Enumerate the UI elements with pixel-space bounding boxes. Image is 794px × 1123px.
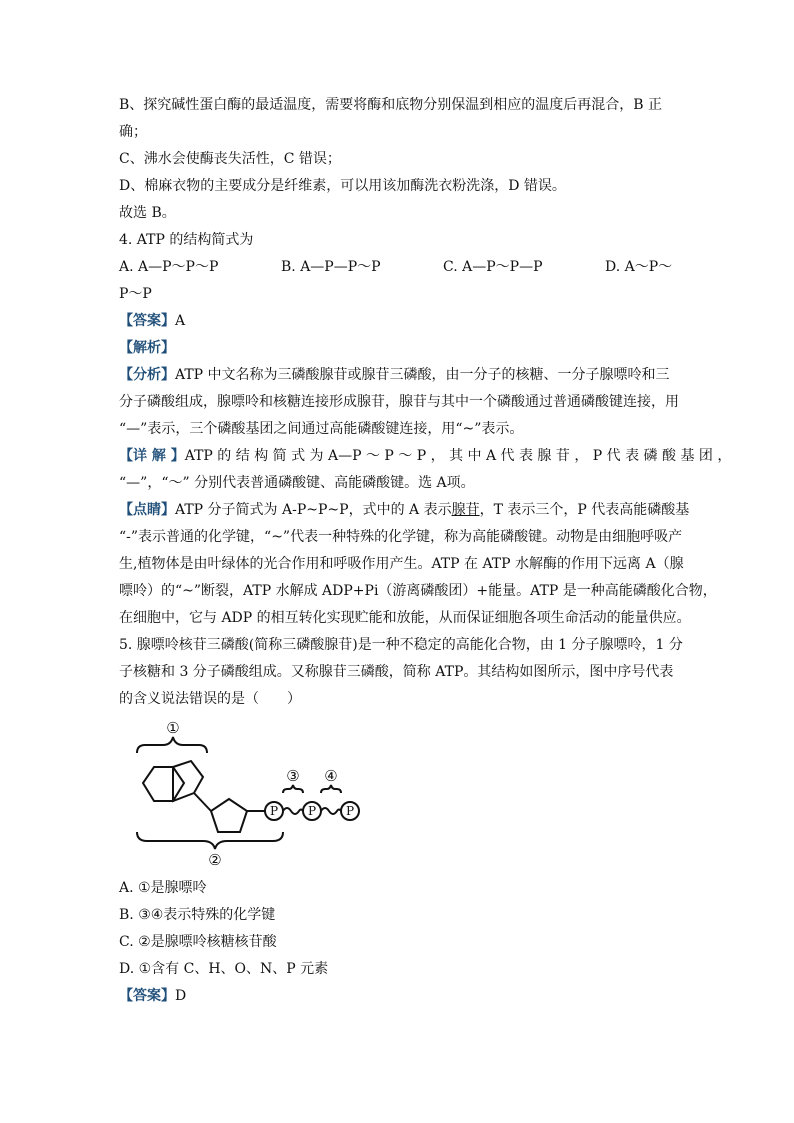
q4-dianjing-line4: 嘌呤）的“~”断裂，ATP 水解成 ADP+Pi（游离磷酸团）+能量。ATP 是一种高能磷酸化合物， [119,583,717,599]
q4-dianjing-line5: 在细胞中，它与 ADP 的相互转化实现贮能和放能，从而保证细胞各项生命活动的能量供应。 [119,610,691,626]
document-page [119,92,732,1010]
q3-option-d: D、棉麻衣物的主要成分是纤维素，可以用该加酶洗衣粉洗涤，D 错误。 [119,178,566,194]
analysis-label: 【解析】 [119,340,175,356]
dianjing-underlined-term: 腺苷 [451,502,480,518]
q5-option-a: A. ①是腺嘌呤 [119,880,207,896]
q4-fenxi-line1 [119,362,684,389]
q5-stem-line3: 的含义说法错误的是（ ） [119,691,301,707]
q4-fenxi-line3: “—”表示，三个磷酸基团之间通过高能磷酸键连接，用“~”表示。 [119,421,524,437]
phosphate-label-2: P [307,804,317,818]
xiangjie-text: ATP 的 结 构 简 式 为 A—P ～ P ～ P ， 其 中 A 代 表 腺 苷 ， P 代 表 磷 酸 基 团 ， [184,448,732,464]
fenxi-text: ATP 中文名称为三磷酸腺苷或腺苷三磷酸，由一分子的核糖、一分子腺嘌呤和三 [175,367,670,383]
fenxi-label: 【分析】 [119,367,175,383]
answer-label: 【答案】 [119,313,175,329]
figure-label-2: ② [208,851,222,869]
q4-dianjing-line1 [119,497,690,524]
atp-structure-diagram [119,719,379,869]
q5-answer [119,983,684,1010]
q4-option-c: C. A—P～P—P [443,259,543,275]
brace-3 [283,785,303,793]
q4-xiangjie-line1 [119,443,732,470]
brace-1 [137,737,207,753]
q4-stem: 4. ATP 的结构简式为 [119,232,254,248]
q3-option-c: C、沸水会使酶丧失活性，C 错误； [119,151,341,167]
q5-option-b: B. ③④表示特殊的化学键 [119,907,276,923]
dianjing-text-b: ，T 表示三个，P 代表高能磷酸基 [479,502,690,518]
q5-stem-line1: 5. 腺嘌呤核苷三磷酸(简称三磷酸腺苷)是一种不稳定的高能化合物，由 1 分子腺嘌呤，1 分 [119,637,683,653]
dianjing-text-a: ATP 分子简式为 A-P~P~P，式中的 A 表示 [175,502,452,518]
phosphate-label-3: P [345,804,355,818]
high-energy-bond-4 [321,808,341,814]
phosphate-label-1: P [269,804,279,818]
bond-adenine-ribose [194,793,211,811]
q5-answer-value: D [175,988,187,1004]
q4-dianjing-line3: 生,植物体是由叶绿体的光合作用和呼吸作用产生。ATP 在 ATP 水解酶的作用下远离 A（腺 [119,556,684,572]
figure-label-1: ① [166,719,180,737]
q4-dianjing-line2: “-”表示普通的化学键，“~”代表一种特殊的化学键，称为高能磷酸键。动物是由细胞呼吸产 [119,529,683,545]
q4-analysis-heading [119,335,684,362]
q4-options [119,254,684,281]
q3-conclusion: 故选 B。 [119,205,176,221]
q4-option-d-continued: P～P [119,286,152,302]
q5-stem-line2: 子核糖和 3 分子磷酸组成。又称腺苷三磷酸，简称 ATP。其结构如图所示，图中序号代表 [119,664,674,680]
q5-option-c: C. ②是腺嘌呤核糖核苷酸 [119,934,277,950]
q3-option-b-line2: 确； [119,124,147,140]
high-energy-bond-3 [283,808,303,814]
q4-xiangjie-line2: “—”，“～” 分别代表普通磷酸键、高能磷酸键。选 A项。 [119,475,475,491]
answer-value: A [175,313,186,329]
figure-label-4: ④ [324,767,338,785]
q4-fenxi-line2: 分子磷酸组成，腺嘌呤和核糖连接形成腺苷，腺苷与其中一个磷酸通过普通磷酸键连接，用 [119,394,679,410]
dianjing-label: 【点睛】 [119,502,175,518]
q3-option-b-line1: B、探究碱性蛋白酶的最适温度，需要将酶和底物分别保温到相应的温度后再混合，B 正 [119,97,663,113]
q4-option-a: A. A—P～P～P [119,259,219,275]
q5-answer-label: 【答案】 [119,988,175,1004]
q4-answer [119,308,684,335]
atp-structure-figure [119,719,379,869]
q4-option-b: B. A—P—P～P [281,259,381,275]
ribose-pentagon [211,799,247,832]
brace-2 [137,832,283,849]
q5-option-d: D. ①含有 C、H、O、N、P 元素 [119,961,329,977]
figure-label-3: ③ [286,767,300,785]
brace-4 [321,785,341,793]
xiangjie-label: 【详 解 】 [119,448,185,464]
q4-option-d: D. A～P～ [605,259,673,275]
adenine-hexagon [143,767,184,801]
